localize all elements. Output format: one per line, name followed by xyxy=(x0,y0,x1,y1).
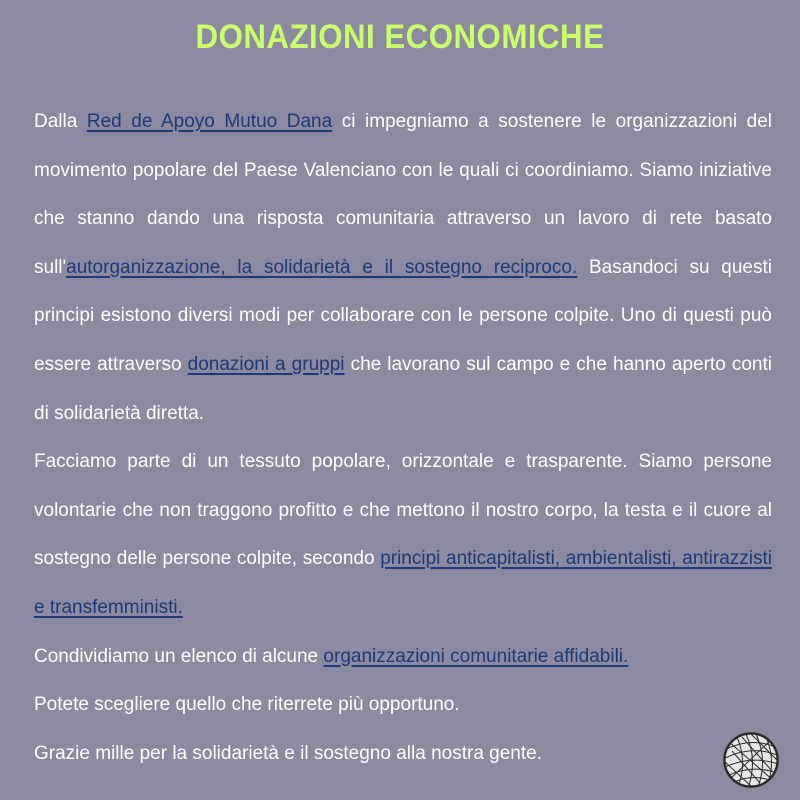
text-segment: ci impegniamo a sostenere le organizzazioni del movimento popolare del Paese Valenciano con le quali ci coordiniamo. Siamo iniziative che stanno dando una risposta comunitaria attraverso un lavoro di rete basato sull' xyxy=(34,111,773,278)
text-segment: Basandoci su questi principi esistono diversi modi per collaborare con le persone colpite. Uno di questi può essere attraverso xyxy=(34,256,772,375)
body-text xyxy=(34,98,772,778)
thanks-paragraph: Grazie mille per la solidarietà e il sostegno alla nostra gente. xyxy=(34,742,542,764)
text-segment: Condividiamo un elenco di alcune xyxy=(34,645,324,667)
donazioni-gruppi-link[interactable]: donazioni a gruppi xyxy=(187,353,345,375)
organizations-paragraph xyxy=(34,633,772,682)
text-segment: Facciamo parte di un tessuto popolare, orizzontale e trasparente. Siamo persone volontarie che non traggono profitto e che mettono il nostro corpo, la testa e il cuore al sostegno delle persone colpite, secondo xyxy=(34,451,772,570)
intro-paragraph xyxy=(34,98,772,438)
page-title: DONAZIONI ECONOMICHE xyxy=(195,18,605,56)
text-segment: Dalla xyxy=(34,111,87,132)
red-de-apoyo-link[interactable]: Red de Apoyo Mutuo Dana xyxy=(86,111,333,132)
principles-paragraph xyxy=(34,438,772,632)
circular-woven-logo-icon xyxy=(722,731,780,789)
text-segment: che lavorano sul campo e che hanno aperto conti di solidarietà diretta. xyxy=(34,353,772,424)
organizzazioni-link[interactable]: organizzazioni comunitarie affidabili. xyxy=(323,645,629,667)
choose-paragraph: Potete scegliere quello che riterrete più opportuno. xyxy=(34,694,460,716)
principi-link[interactable]: principi anticapitalisti, ambientalisti, antirazzisti e transfemministi. xyxy=(34,548,772,618)
autorganizzazione-link[interactable]: autorganizzazione, la solidarietà e il sostegno reciproco. xyxy=(66,256,578,278)
